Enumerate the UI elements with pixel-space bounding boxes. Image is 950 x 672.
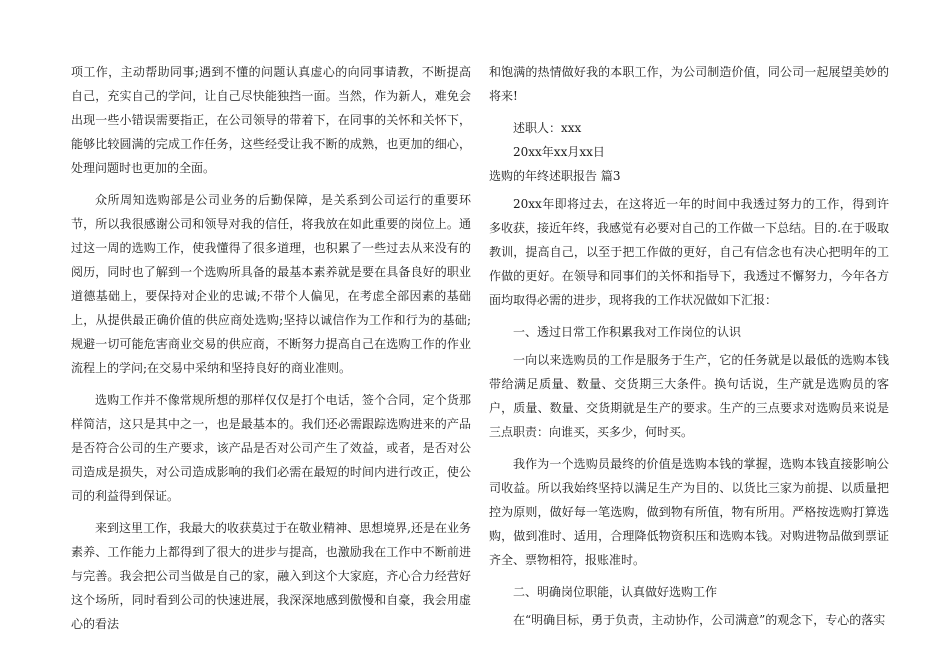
signer: 述职人：xxx [513,121,582,135]
section-title: 选购的年终述职报告 篇3 [489,169,621,183]
intro-closing: 和饱满的热情做好我的本职工作，为公司制造价值，同公司一起展望美妙的将来! [489,65,889,103]
paragraph-4: 来到这里工作，我最大的收获莫过于在敬业精神、思想境界,还是在业务素养、工作能力上都得到了很大的进步与提高，也激励我在工作中不断前进与完善。我会把公司当做是自己的家，融入到这个大家庭，齐心合力经营好这个场所，同时看到公司的快速进展，我深深地感到傲慢和自豪，我会用虚心的看法 [71,521,471,631]
paragraph-3: 选购工作并不像常规所想的那样仅仅是打个电话，签个合同，定个货那样简洁，这只是其中之一，也是最基本的。我们还必需跟踪选购进来的产品是否符合公司的生产要求，该产品是否对公司产生了效益，或者，是否对公司造成是损失，对公司造成影响的我们必需在最短的时间内进行改正，使公司的利益得到保证。 [71,393,471,503]
right-column [489,60,889,640]
paragraph-2: 众所周知选购部是公司业务的后勤保障，是关系到公司运行的重要环节，所以我很感谢公司和领导对我的信任，将我放在如此重要的岗位上。通过这一周的选购工作，使我懂得了很多道理，也积累了一些过去从来没有的阅历，同时也了解到一个选购所具备的最基本素养就是要在具备良好的职业道德基础上，要保持对企业的忠诚;不带个人偏见，在考虑全部因素的基础上，从提供最正确价值的供应商处选购;坚持以诚信作为工作和行为的基础;规避一切可能危害商业交易的供应商，不断努力提高自己在选购工作的作业流程上的学问;在交易中采纳和坚持良好的商业准则。 [71,193,471,375]
report-date: 20xx年xx月xx日 [513,145,605,159]
paragraph-6: 一向以来选购员的工作是服务于生产，它的任务就是以最低的选购本钱带给满足质量、数量、交货期三大条件。换句话说，生产就是选购员的客户，质量、数量、交货期就是生产的要求。生产的三点要求对选购员来说是三点职责：向谁买，买多少，何时买。 [489,353,889,439]
left-column [71,60,471,644]
heading-2: 二、明确岗位职能，认真做好选购工作 [513,585,718,599]
heading-1: 一、透过日常工作积累我对工作岗位的认识 [513,325,742,339]
paragraph-7: 我作为一个选购员最终的价值是选购本钱的掌握，选购本钱直接影响公司收益。所以我始终坚持以满足生产为目的、以货比三家为前提、以质量把控为原则，做好每一笔选购，做到物有所值，物有所用。严格按选购打算选购，做到准时、适用，合理降低物资积压和选购本钱。对购进物品做到票证齐全、票物相符，报账准时。 [489,457,889,567]
paragraph-8: 在“明确目标，勇于负责，主动协作，公司满意”的观念下，专心的落实 [513,613,886,627]
paragraph-1: 项工作，主动帮助同事;遇到不懂的问题认真虚心的向同事请教，不断提高自己，充实自己的学问，让自己尽快能独挡一面。当然，作为新人，难免会出现一些小错误需要指正，在公司领导的带着下，在同事的关怀和关怀下，能够比较圆满的完成工作任务，这些经受让我不断的成熟，也更加的细心，处理问题时也更加的全面。 [71,65,471,175]
paragraph-5: 20xx年即将过去，在这将近一年的时间中我透过努力的工作，得到许多收获，接近年终，我感觉有必要对自己的工作做一下总结。目的.在于吸取教训，提高自己，以至于把工作做的更好，自己有信念也有决心把明年的工作做的更好。在领导和同事们的关怀和指导下，我透过不懈努力，今年各方面均取得必需的进步，现将我的工作状况做如下汇报： [489,197,889,307]
